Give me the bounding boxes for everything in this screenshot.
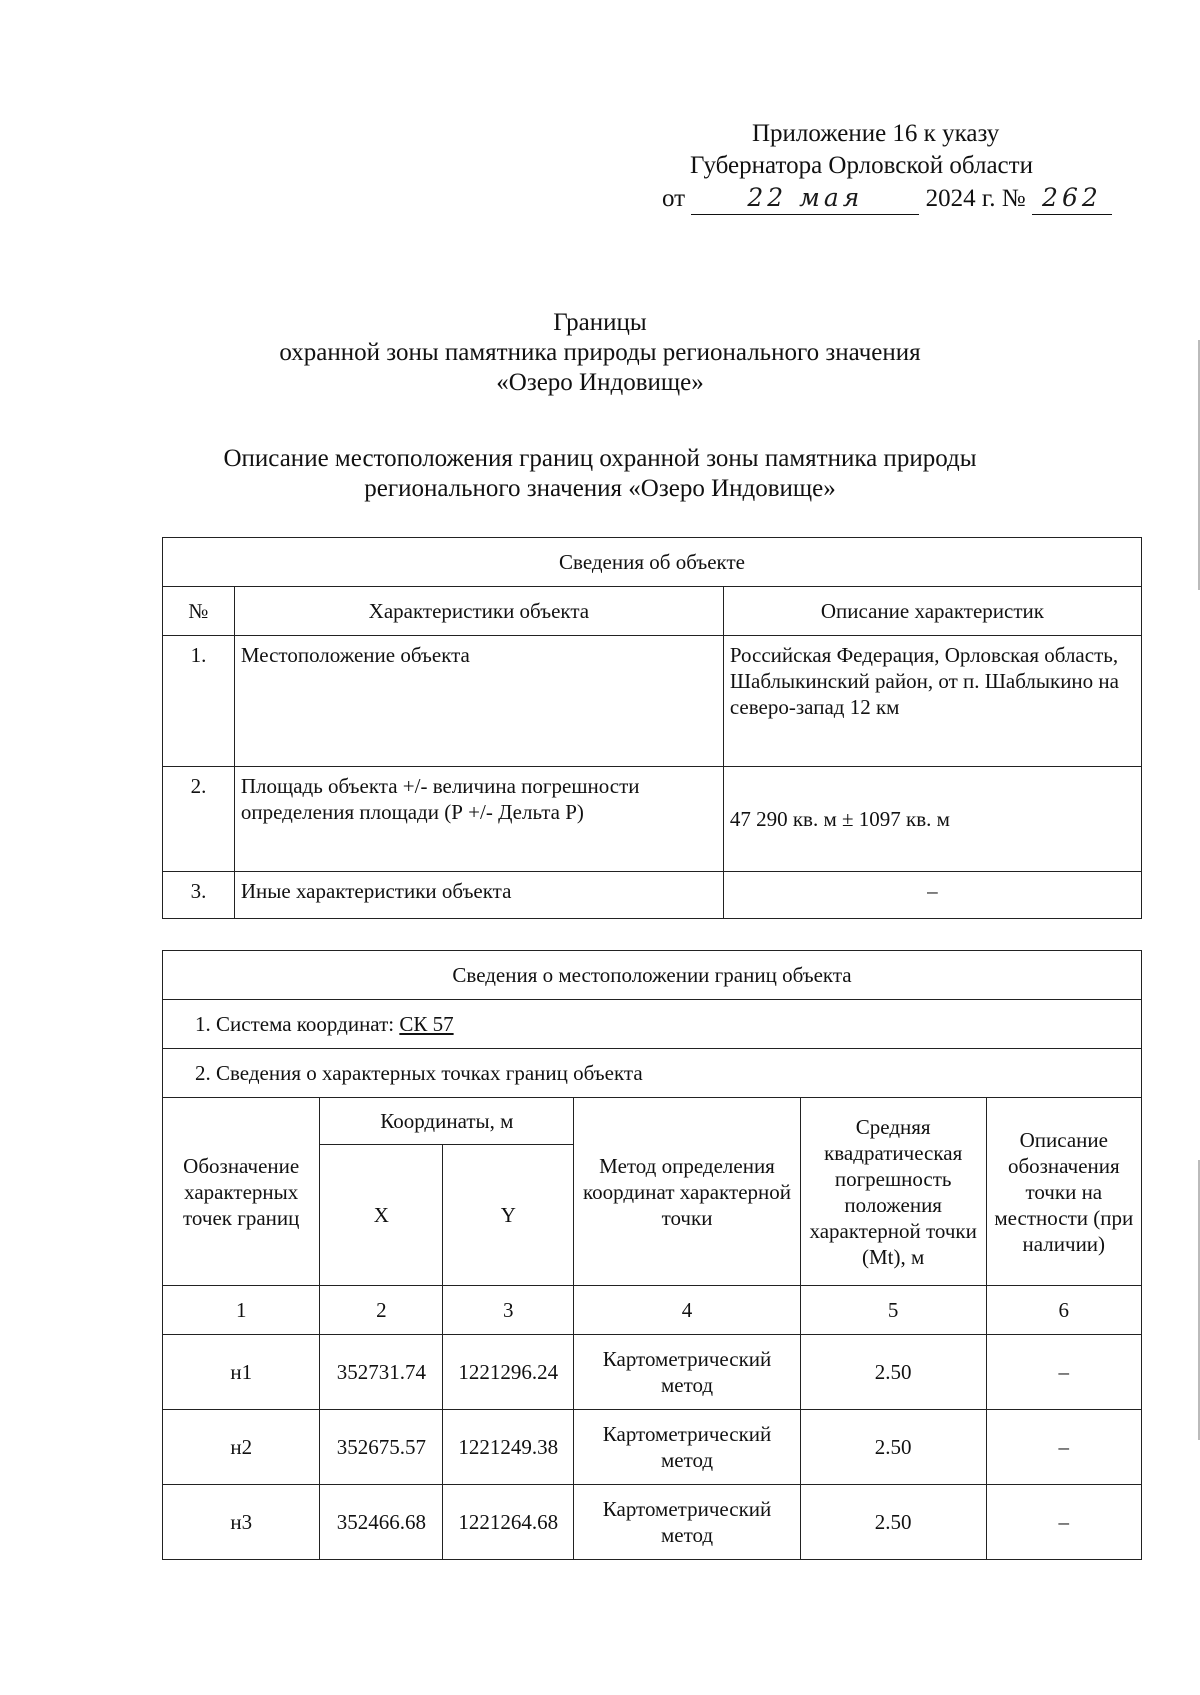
document-title bbox=[150, 308, 1050, 398]
object-header-num: № bbox=[163, 587, 235, 636]
boundary-table-caption: Сведения о местоположении границ объекта bbox=[163, 951, 1142, 1000]
point-error: 2.50 bbox=[800, 1485, 986, 1560]
points-caption: 2. Сведения о характерных точках границ объекта bbox=[163, 1049, 1142, 1098]
column-number: 1 bbox=[163, 1286, 320, 1335]
point-x: 352731.74 bbox=[320, 1335, 443, 1410]
column-number: 4 bbox=[574, 1286, 800, 1335]
handwritten-date: 22 мая bbox=[691, 182, 919, 215]
handwritten-number: 262 bbox=[1032, 182, 1112, 215]
object-table-caption: Сведения об объекте bbox=[163, 538, 1142, 587]
point-method: Картометрический метод bbox=[574, 1335, 800, 1410]
point-description: – bbox=[986, 1485, 1141, 1560]
header-y: Y bbox=[443, 1145, 574, 1286]
header-error: Средняя квадратическая погрешность положения характерной точки (Mt), м bbox=[800, 1098, 986, 1286]
description-line-1: Описание местоположения границ охранной зоны памятника природы bbox=[223, 445, 977, 472]
year-text: 2024 г. № bbox=[925, 185, 1026, 212]
point-id: н2 bbox=[163, 1410, 320, 1485]
title-line-2: охранной зоны памятника природы регионального значения bbox=[279, 339, 921, 366]
point-x: 352675.57 bbox=[320, 1410, 443, 1485]
header-point-designation: Обозначение характерных точек границ bbox=[163, 1098, 320, 1286]
point-error: 2.50 bbox=[800, 1410, 986, 1485]
row-characteristic: Иные характеристики объекта bbox=[234, 872, 723, 919]
point-method: Картометрический метод bbox=[574, 1410, 800, 1485]
coord-system-row bbox=[163, 1000, 1142, 1049]
appendix-date-line bbox=[662, 182, 1112, 215]
point-id: н3 bbox=[163, 1485, 320, 1560]
table-row bbox=[163, 1485, 1142, 1560]
row-number: 3. bbox=[163, 872, 235, 919]
date-prefix: от bbox=[662, 185, 686, 212]
column-number: 5 bbox=[800, 1286, 986, 1335]
point-method: Картометрический метод bbox=[574, 1485, 800, 1560]
table-row bbox=[163, 872, 1142, 919]
coord-system-label: 1. Система координат: bbox=[195, 1012, 395, 1036]
coord-system-value: СК 57 bbox=[399, 1012, 454, 1036]
row-value: – bbox=[723, 872, 1141, 919]
row-value: 47 290 кв. м ± 1097 кв. м bbox=[723, 767, 1141, 872]
title-line-3: «Озеро Индовище» bbox=[496, 369, 704, 396]
appendix-line-2: Губернатора Орловской области bbox=[690, 152, 1033, 179]
column-number: 2 bbox=[320, 1286, 443, 1335]
object-header-description: Описание характеристик bbox=[723, 587, 1141, 636]
row-value: Российская Федерация, Орловская область, Шаблыкинский район, от п. Шаблыкино на северо-запад 12 км bbox=[723, 636, 1141, 767]
header-method: Метод определения координат характерной точки bbox=[574, 1098, 800, 1286]
boundary-info-table bbox=[162, 950, 1142, 1560]
row-characteristic: Площадь объекта +/- величина погрешности определения площади (Р +/- Дельта Р) bbox=[234, 767, 723, 872]
description-heading bbox=[150, 444, 1050, 504]
table-row bbox=[163, 1410, 1142, 1485]
row-number: 1. bbox=[163, 636, 235, 767]
object-header-characteristics: Характеристики объекта bbox=[234, 587, 723, 636]
point-id: н1 bbox=[163, 1335, 320, 1410]
row-number: 2. bbox=[163, 767, 235, 872]
title-line-1: Границы bbox=[553, 309, 647, 336]
table-row bbox=[163, 636, 1142, 767]
header-point-description: Описание обозначения точки на местности (при наличии) bbox=[986, 1098, 1141, 1286]
point-y: 1221264.68 bbox=[443, 1485, 574, 1560]
point-y: 1221249.38 bbox=[443, 1410, 574, 1485]
object-info-table bbox=[162, 537, 1142, 919]
column-number: 3 bbox=[443, 1286, 574, 1335]
column-number: 6 bbox=[986, 1286, 1141, 1335]
point-x: 352466.68 bbox=[320, 1485, 443, 1560]
description-line-2: регионального значения «Озеро Индовище» bbox=[364, 475, 836, 502]
point-error: 2.50 bbox=[800, 1335, 986, 1410]
table-row bbox=[163, 1335, 1142, 1410]
point-y: 1221296.24 bbox=[443, 1335, 574, 1410]
appendix-line-1: Приложение 16 к указу bbox=[752, 120, 1000, 147]
header-coordinates: Координаты, м bbox=[320, 1098, 574, 1145]
row-characteristic: Местоположение объекта bbox=[234, 636, 723, 767]
header-x: X bbox=[320, 1145, 443, 1286]
point-description: – bbox=[986, 1410, 1141, 1485]
table-row bbox=[163, 767, 1142, 872]
point-description: – bbox=[986, 1335, 1141, 1410]
